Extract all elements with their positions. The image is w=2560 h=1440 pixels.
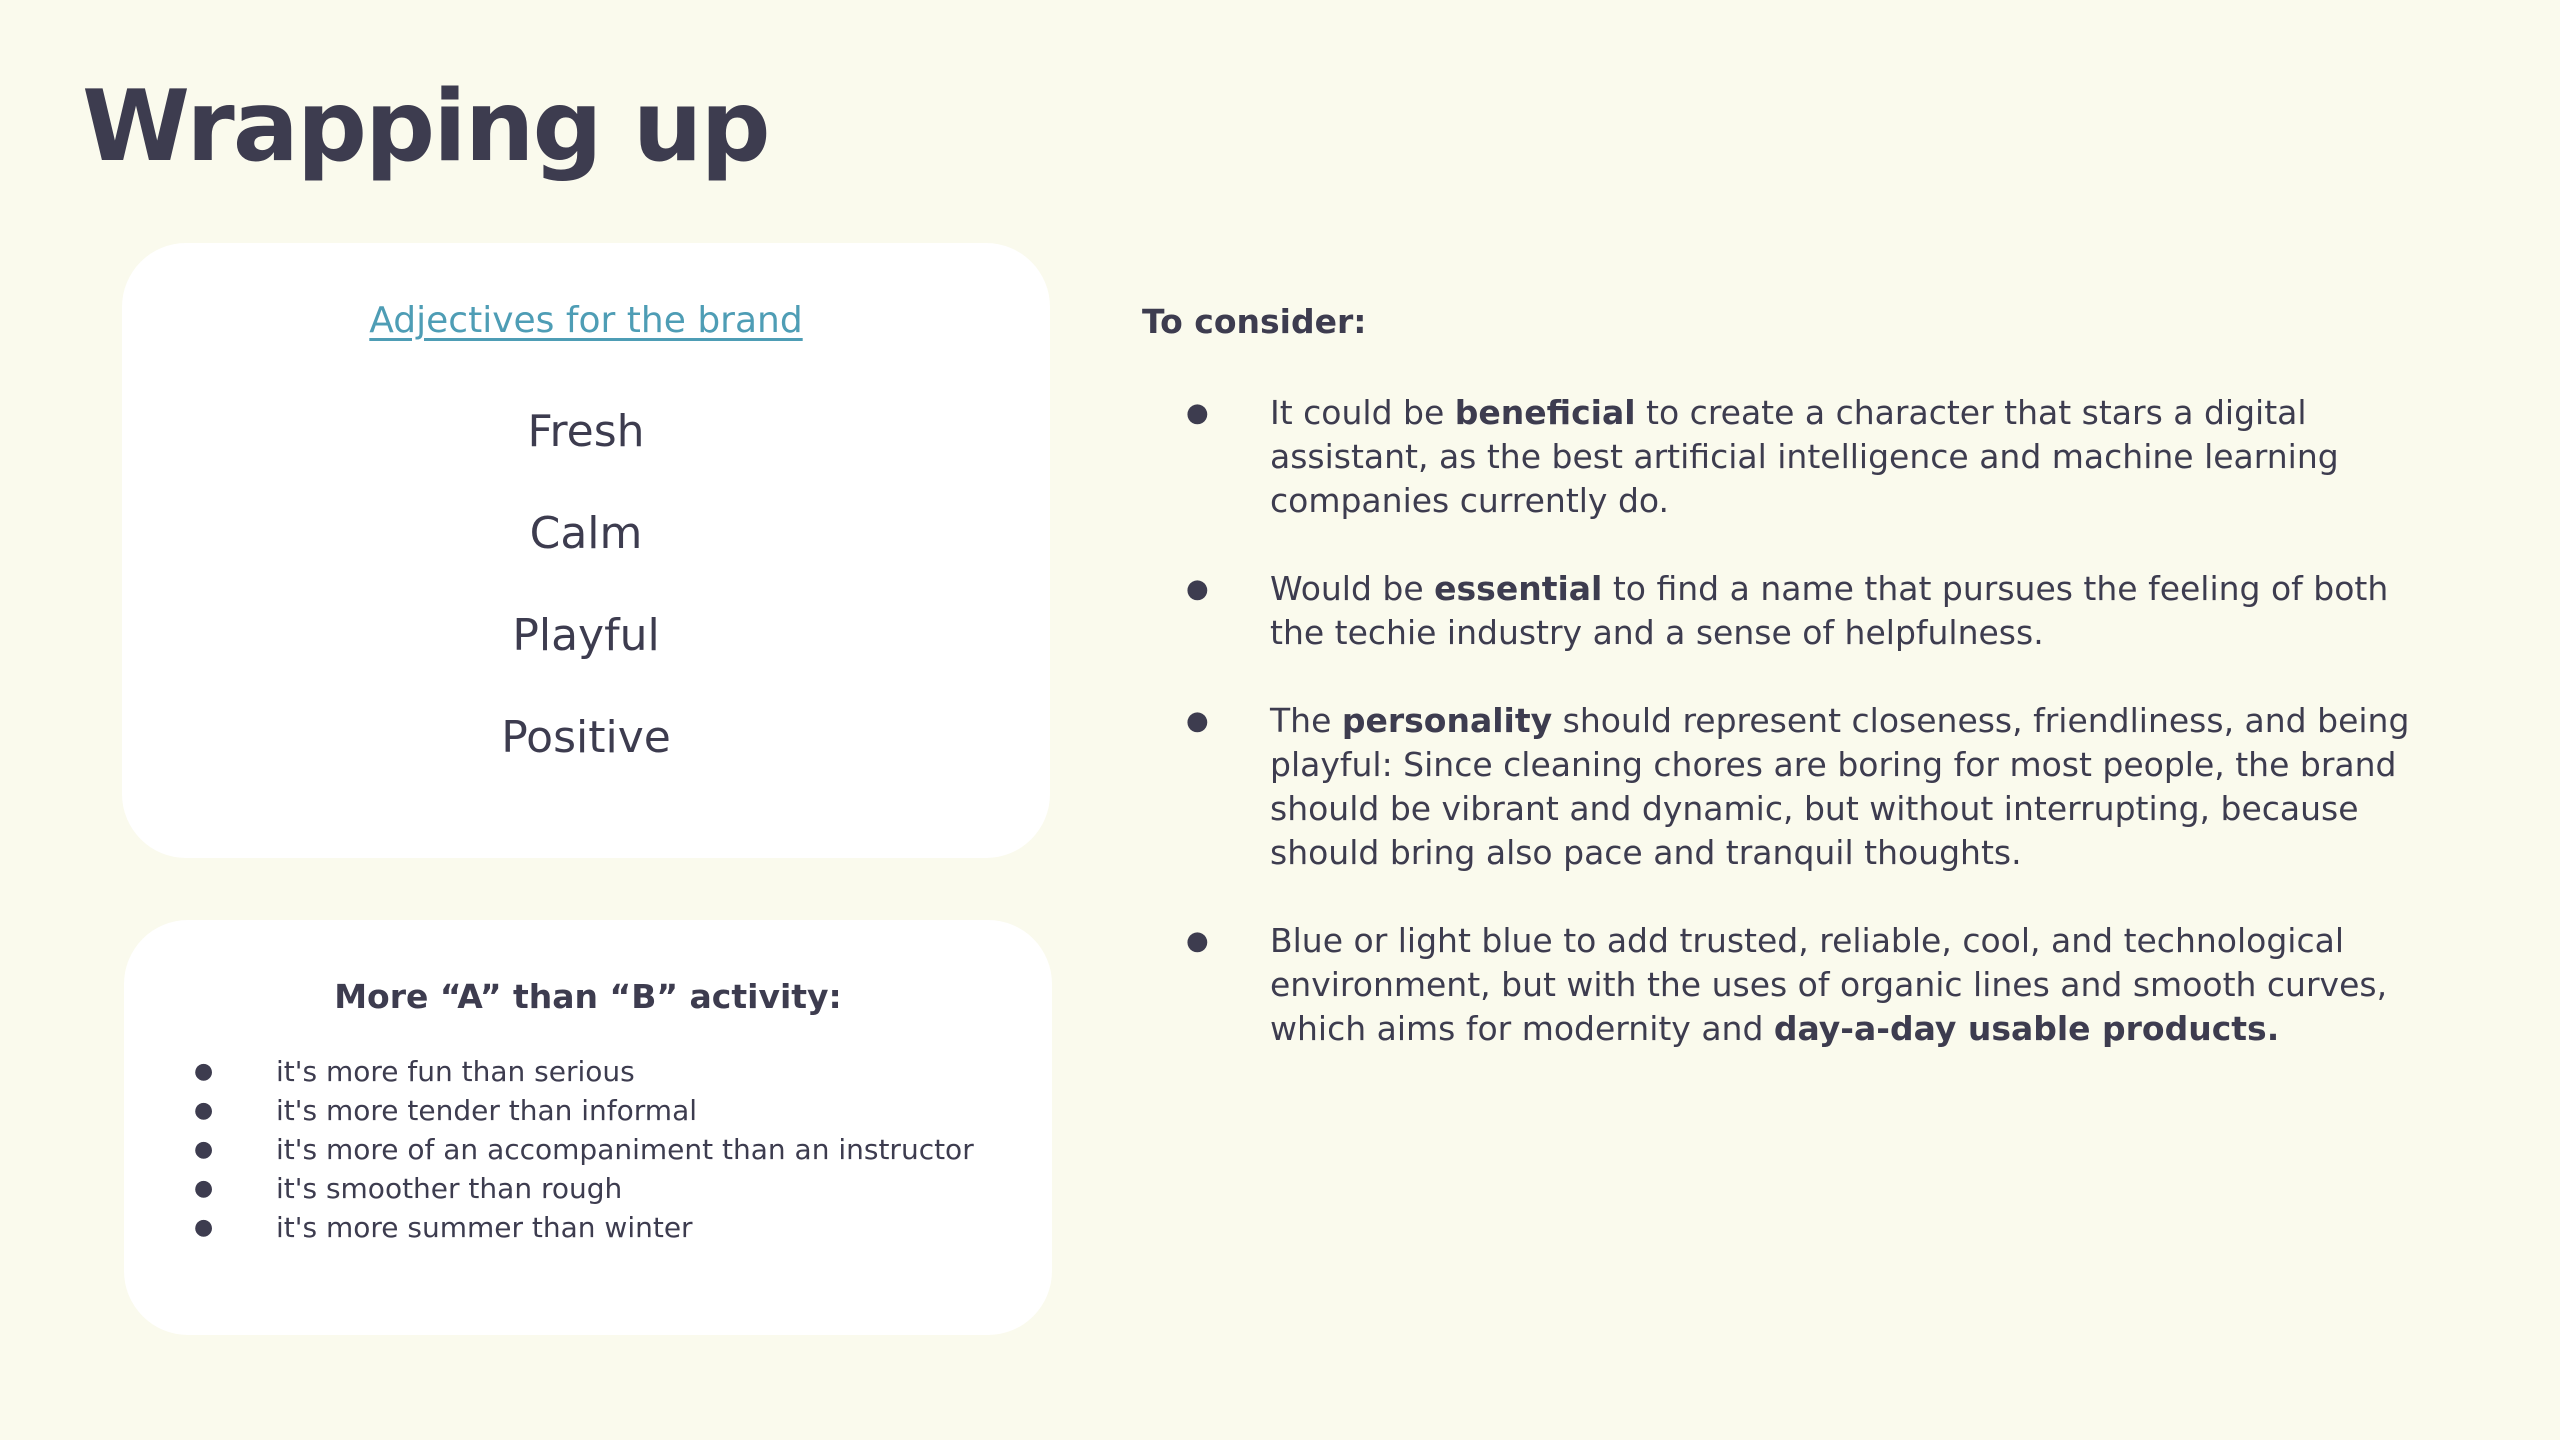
bullet-icon: ● bbox=[1186, 706, 1209, 736]
activity-item-text: it's more of an accompaniment than an instructor bbox=[276, 1133, 974, 1166]
consider-list bbox=[1142, 391, 2432, 1051]
consider-item bbox=[1142, 699, 2432, 875]
adjectives-heading-link[interactable]: Adjectives for the brand bbox=[369, 300, 803, 341]
activity-list bbox=[124, 1052, 1052, 1247]
adjectives-card bbox=[122, 243, 1050, 858]
consider-text: The bbox=[1270, 701, 1342, 740]
consider-text: to find a name that pursues the feeling of both the techie industry and a sense of helpfulness. bbox=[1270, 569, 2389, 652]
bullet-icon: ● bbox=[194, 1059, 214, 1084]
activity-item bbox=[124, 1091, 1052, 1130]
activity-item bbox=[124, 1169, 1052, 1208]
consider-text: Blue or light blue to add trusted, reliable, cool, and technological environment, but with the uses of organic lines and smooth curves, which aims for modernity and bbox=[1270, 921, 2388, 1048]
activity-item bbox=[124, 1130, 1052, 1169]
activity-heading: More “A” than “B” activity: bbox=[334, 977, 842, 1016]
adjective-item: Playful bbox=[512, 610, 660, 661]
consider-emphasis: personality bbox=[1341, 701, 1553, 740]
activity-item-text: it's more tender than informal bbox=[276, 1094, 698, 1127]
consider-text: It could be bbox=[1270, 393, 1455, 432]
consider-item bbox=[1142, 391, 2432, 523]
bullet-icon: ● bbox=[1186, 926, 1209, 956]
consider-item bbox=[1142, 919, 2432, 1051]
consider-heading: To consider: bbox=[1142, 302, 1367, 341]
consider-text: should represent closeness, friendliness, and being playful: Since cleaning chores are boring for most people, the brand should be vibrant and dynamic, but without interrupting, because should bring also pace and tranquil thoughts. bbox=[1270, 701, 2410, 872]
activity-item bbox=[124, 1208, 1052, 1247]
page-title: Wrapping up bbox=[82, 70, 769, 184]
activity-card bbox=[124, 920, 1052, 1335]
adjective-item: Positive bbox=[501, 712, 671, 763]
adjective-list bbox=[122, 381, 1050, 789]
consider-text: Would be bbox=[1270, 569, 1435, 608]
adjective-item: Calm bbox=[529, 508, 643, 559]
consider-emphasis: essential bbox=[1434, 569, 1603, 608]
consider-emphasis: beneficial bbox=[1454, 393, 1636, 432]
adjective-item: Fresh bbox=[527, 406, 645, 457]
bullet-icon: ● bbox=[1186, 398, 1209, 428]
consider-item bbox=[1142, 567, 2432, 655]
consider-emphasis: day-a-day usable products. bbox=[1773, 1009, 2280, 1048]
activity-item bbox=[124, 1052, 1052, 1091]
consider-section bbox=[1142, 302, 2432, 1095]
bullet-icon: ● bbox=[194, 1215, 214, 1240]
bullet-icon: ● bbox=[194, 1137, 214, 1162]
activity-item-text: it's more summer than winter bbox=[276, 1211, 693, 1244]
activity-item-text: it's smoother than rough bbox=[276, 1172, 623, 1205]
activity-item-text: it's more fun than serious bbox=[276, 1055, 635, 1088]
bullet-icon: ● bbox=[194, 1098, 214, 1123]
bullet-icon: ● bbox=[1186, 574, 1209, 604]
consider-text: to create a character that stars a digital assistant, as the best artificial intelligence and machine learning companies currently do. bbox=[1270, 393, 2339, 520]
bullet-icon: ● bbox=[194, 1176, 214, 1201]
